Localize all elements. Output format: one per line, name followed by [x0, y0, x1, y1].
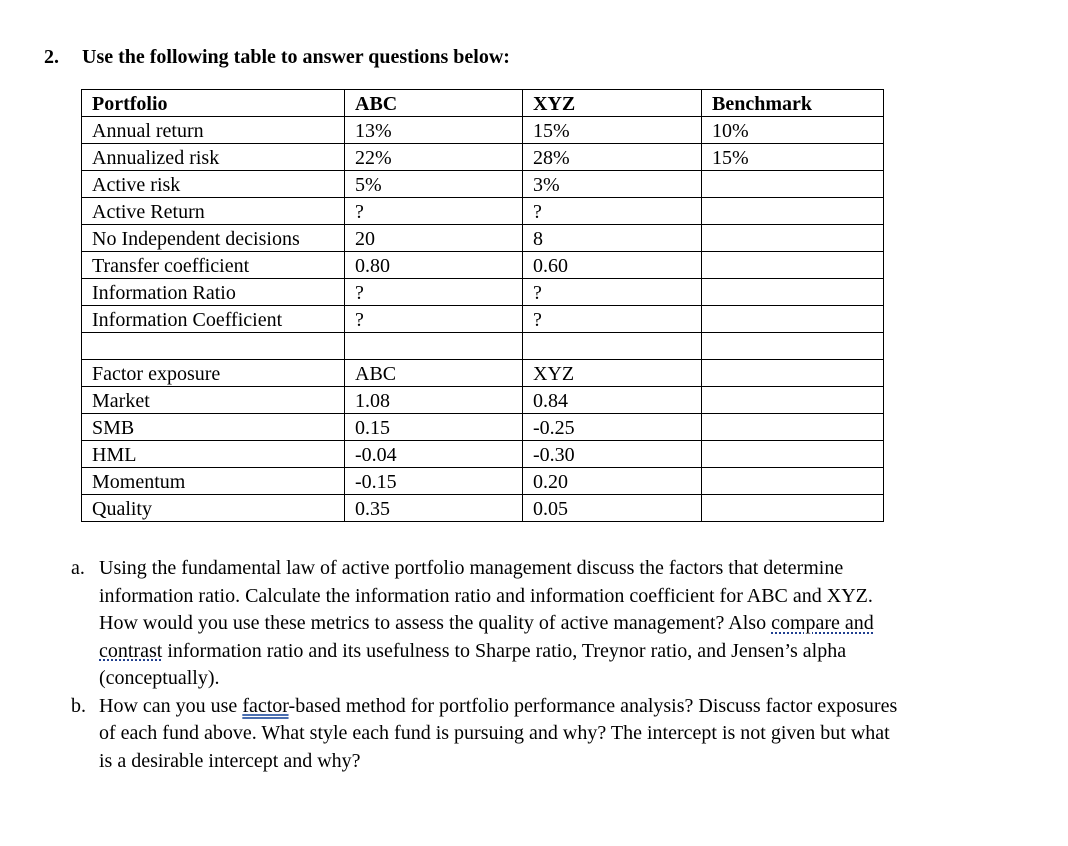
table-cell: Active risk [82, 171, 345, 198]
table-cell: 10% [702, 117, 884, 144]
table-cell: SMB [82, 414, 345, 441]
table-cell: 0.60 [523, 252, 702, 279]
table-cell: ? [345, 306, 523, 333]
table-cell: 22% [345, 144, 523, 171]
table-cell [702, 306, 884, 333]
factor-header-row [82, 360, 884, 387]
table-cell: 13% [345, 117, 523, 144]
factor-row [82, 468, 884, 495]
table-row [82, 333, 884, 360]
table-cell: Market [82, 387, 345, 414]
table-cell: 0.80 [345, 252, 523, 279]
question-a-line [99, 638, 991, 666]
table-cell: 15% [702, 144, 884, 171]
table-cell [702, 441, 884, 468]
table-cell: 0.05 [523, 495, 702, 522]
question-b-line: is a desirable intercept and why? [99, 749, 361, 772]
data-table [81, 89, 884, 522]
question-a-line: information ratio. Calculate the information ratio and information coefficient for ABC and XYZ. [99, 584, 873, 607]
question-a-text: information ratio and its usefulness to Sharpe ratio, Treynor ratio, and Jensen’s alpha [162, 639, 847, 662]
factor-row [82, 495, 884, 522]
table-cell: 1.08 [345, 387, 523, 414]
table-cell: ? [523, 279, 702, 306]
table-cell: 28% [523, 144, 702, 171]
factor-link[interactable]: factor [242, 694, 289, 717]
table-cell [702, 171, 884, 198]
table-cell [345, 333, 523, 360]
table-cell [82, 333, 345, 360]
table-cell: Momentum [82, 468, 345, 495]
question-b-text: How can you use [99, 694, 243, 717]
table-cell: 0.35 [345, 495, 523, 522]
table-cell [702, 225, 884, 252]
table-cell [702, 279, 884, 306]
table-cell [523, 333, 702, 360]
table-cell [702, 387, 884, 414]
table-cell: 0.84 [523, 387, 702, 414]
table-cell [702, 198, 884, 225]
table-cell: XYZ [523, 90, 702, 117]
table-cell: ? [523, 306, 702, 333]
table-row [82, 306, 884, 333]
question-b-line [99, 693, 991, 721]
table-cell: Information Ratio [82, 279, 345, 306]
table-row [82, 252, 884, 279]
table-cell: 8 [523, 225, 702, 252]
table-row [82, 279, 884, 306]
table-cell: 3% [523, 171, 702, 198]
question-b-marker: b. [71, 694, 86, 717]
table-cell: -0.04 [345, 441, 523, 468]
question-a [71, 555, 991, 693]
table-cell: 0.20 [523, 468, 702, 495]
factor-row [82, 387, 884, 414]
question-b-text: -based method for portfolio performance analysis? Discuss factor exposures [288, 694, 898, 717]
compare-and-link[interactable]: compare and [771, 612, 874, 634]
table-cell: 15% [523, 117, 702, 144]
table-cell: -0.25 [523, 414, 702, 441]
question-a-line: (conceptually). [99, 667, 220, 689]
table-cell [702, 495, 884, 522]
table-cell: Active Return [82, 198, 345, 225]
table-row [82, 225, 884, 252]
table-cell: ? [523, 198, 702, 225]
table-row [82, 117, 884, 144]
table-cell: ABC [345, 360, 523, 387]
table-cell: Benchmark [702, 90, 884, 117]
question-a-line [99, 610, 991, 638]
table-cell: No Independent decisions [82, 225, 345, 252]
table-cell: Transfer coefficient [82, 252, 345, 279]
table-row [82, 171, 884, 198]
question-list [71, 555, 991, 775]
table-cell: -0.30 [523, 441, 702, 468]
table-cell: ? [345, 198, 523, 225]
table-cell: -0.15 [345, 468, 523, 495]
table-cell: Annual return [82, 117, 345, 144]
table-cell [702, 360, 884, 387]
question-heading [44, 46, 510, 69]
question-prompt: Use the following table to answer questions below: [82, 46, 510, 68]
factor-row [82, 441, 884, 468]
table-header-row [82, 90, 884, 117]
table-cell: Annualized risk [82, 144, 345, 171]
table-body [82, 90, 884, 522]
table-cell: Information Coefficient [82, 306, 345, 333]
table-cell [702, 468, 884, 495]
table-row [82, 198, 884, 225]
table-cell: ABC [345, 90, 523, 117]
question-b [71, 693, 991, 776]
table-cell: Portfolio [82, 90, 345, 117]
question-a-marker: a. [71, 557, 85, 579]
table-cell: HML [82, 441, 345, 468]
contrast-link[interactable]: contrast [99, 639, 163, 662]
table-row [82, 144, 884, 171]
table-cell: ? [345, 279, 523, 306]
table-cell [702, 414, 884, 441]
table-cell: 5% [345, 171, 523, 198]
table-cell: 20 [345, 225, 523, 252]
question-a-line: Using the fundamental law of active portfolio management discuss the factors that determine [99, 557, 844, 579]
table-cell [702, 252, 884, 279]
question-a-text: How would you use these metrics to assess the quality of active management? Also [99, 612, 772, 634]
table-cell [702, 333, 884, 360]
factor-row [82, 414, 884, 441]
table-cell: 0.15 [345, 414, 523, 441]
table-cell: Quality [82, 495, 345, 522]
question-b-line: of each fund above. What style each fund is pursuing and why? The intercept is not given but what [99, 722, 890, 744]
table-cell: Factor exposure [82, 360, 345, 387]
question-number: 2. [44, 46, 59, 68]
table-cell: XYZ [523, 360, 702, 387]
